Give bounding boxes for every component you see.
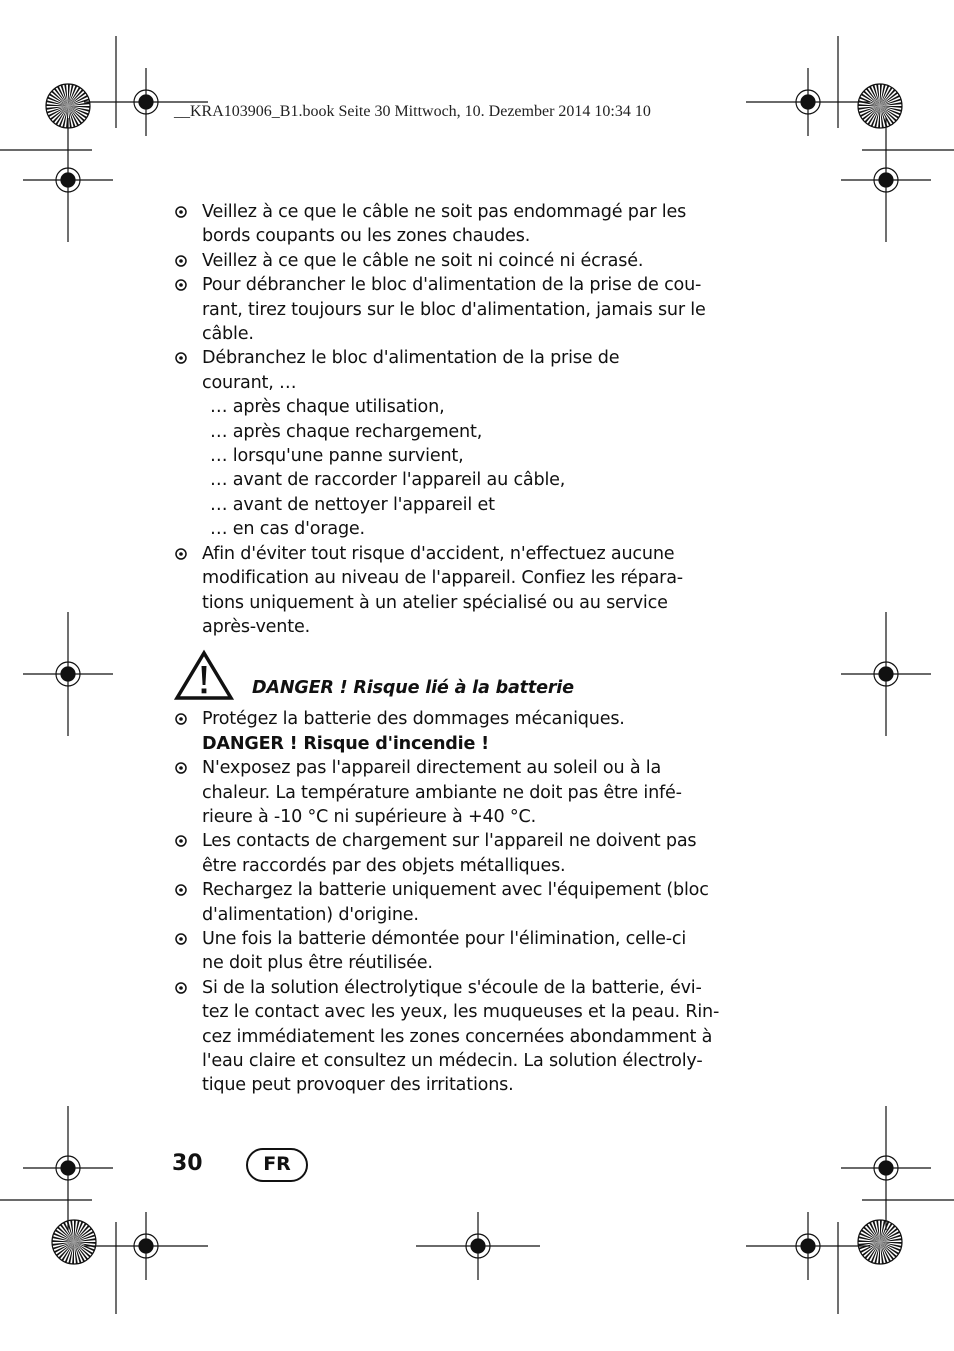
- crosshair-mark: [84, 1212, 208, 1280]
- bullet-icon: [175, 206, 187, 218]
- crosshair-mark: [746, 68, 870, 136]
- bullet-icon: [175, 279, 187, 291]
- page-number: 30: [172, 1151, 203, 1176]
- bullet-icon: [175, 255, 187, 267]
- unplug-case: … avant de nettoyer l'appareil et: [210, 494, 495, 515]
- starburst-mark: [52, 1220, 96, 1264]
- unplug-case: … lorsqu'une panne survient,: [210, 446, 464, 467]
- bullet-icon: [175, 762, 187, 774]
- list-item: Veillez à ce que le câble ne soit pas endommagé par les bords coupants ou les zones chaudes.: [174, 200, 720, 249]
- safety-list-1: [174, 200, 720, 395]
- list-item: Rechargez la batterie uniquement avec l'équipement (bloc d'alimentation) d'origine.: [174, 878, 720, 927]
- crosshair-mark: [841, 612, 931, 736]
- bullet-icon: [175, 933, 187, 945]
- list-item: Une fois la batterie démontée pour l'élimination, celle-ci ne doit plus être réutilisée.: [174, 927, 720, 976]
- crosshair-mark: [23, 612, 113, 736]
- battery-list: [174, 707, 720, 1098]
- crosshair-mark: [84, 68, 208, 136]
- print-header: __KRA103906_B1.book Seite 30 Mittwoch, 10. Dezember 2014 10:34 10: [174, 103, 651, 120]
- starburst-mark: [858, 1220, 902, 1264]
- bullet-icon: [175, 884, 187, 896]
- starburst-mark: [46, 84, 90, 128]
- list-item: Les contacts de chargement sur l'appareil ne doivent pas être raccordés par des objets métalliques.: [174, 829, 720, 878]
- fire-warning: DANGER ! Risque d'incendie !: [202, 733, 489, 754]
- page-content: [174, 200, 720, 1098]
- language-badge: FR: [246, 1148, 308, 1182]
- unplug-case: … avant de raccorder l'appareil au câble,: [210, 470, 566, 491]
- crosshair-mark: [416, 1212, 540, 1280]
- starburst-mark: [858, 84, 902, 128]
- crosshair-mark: [23, 118, 113, 242]
- list-item: Veillez à ce que le câble ne soit ni coincé ni écrasé.: [174, 249, 720, 273]
- crosshair-mark: [23, 1106, 113, 1230]
- list-item: Pour débrancher le bloc d'alimentation de la prise de cou- rant, tirez toujours sur le bloc d'alimentation, jamais sur le câble.: [174, 273, 720, 346]
- list-item: N'exposez pas l'appareil directement au soleil ou à la chaleur. La température ambiante ne doit pas être infé- rieure à -10 °C ni supérieure à +40 °C.: [174, 756, 720, 829]
- list-item: Débranchez le bloc d'alimentation de la prise de courant, …: [174, 346, 720, 395]
- list-item: Afin d'éviter tout risque d'accident, n'effectuez aucune modification au niveau de l'appareil. Confiez les répara- tions uniquement à un atelier spécialisé ou au service après-vente.: [174, 542, 720, 640]
- bullet-icon: [175, 835, 187, 847]
- bullet-icon: [175, 352, 187, 364]
- unplug-case: … en cas d'orage.: [210, 519, 365, 540]
- crosshair-mark: [841, 1106, 931, 1230]
- unplug-case: … après chaque utilisation,: [210, 397, 445, 418]
- list-item: Si de la solution électrolytique s'écoule de la batterie, évi- tez le contact avec les yeux, les muqueuses et la peau. Rin- cez immédiatement les zones concernées abondamment à l'eau claire et consultez un médecin. La solution électroly- tique peut provoquer des irritations.: [174, 976, 720, 1098]
- bullet-icon: [175, 713, 187, 725]
- danger-heading: [174, 649, 720, 707]
- bullet-icon: [175, 982, 187, 994]
- safety-list-2: [174, 542, 720, 640]
- list-item: Protégez la batterie des dommages mécaniques. DANGER ! Risque d'incendie !: [174, 707, 720, 756]
- crosshair-mark: [841, 118, 931, 242]
- bullet-icon: [175, 548, 187, 560]
- danger-title: DANGER ! Risque lié à la batterie: [252, 678, 574, 699]
- warning-triangle-icon: [174, 649, 234, 701]
- crosshair-mark: [746, 1212, 870, 1280]
- unplug-case: … après chaque rechargement,: [210, 421, 483, 442]
- unplug-cases-list: [174, 395, 720, 541]
